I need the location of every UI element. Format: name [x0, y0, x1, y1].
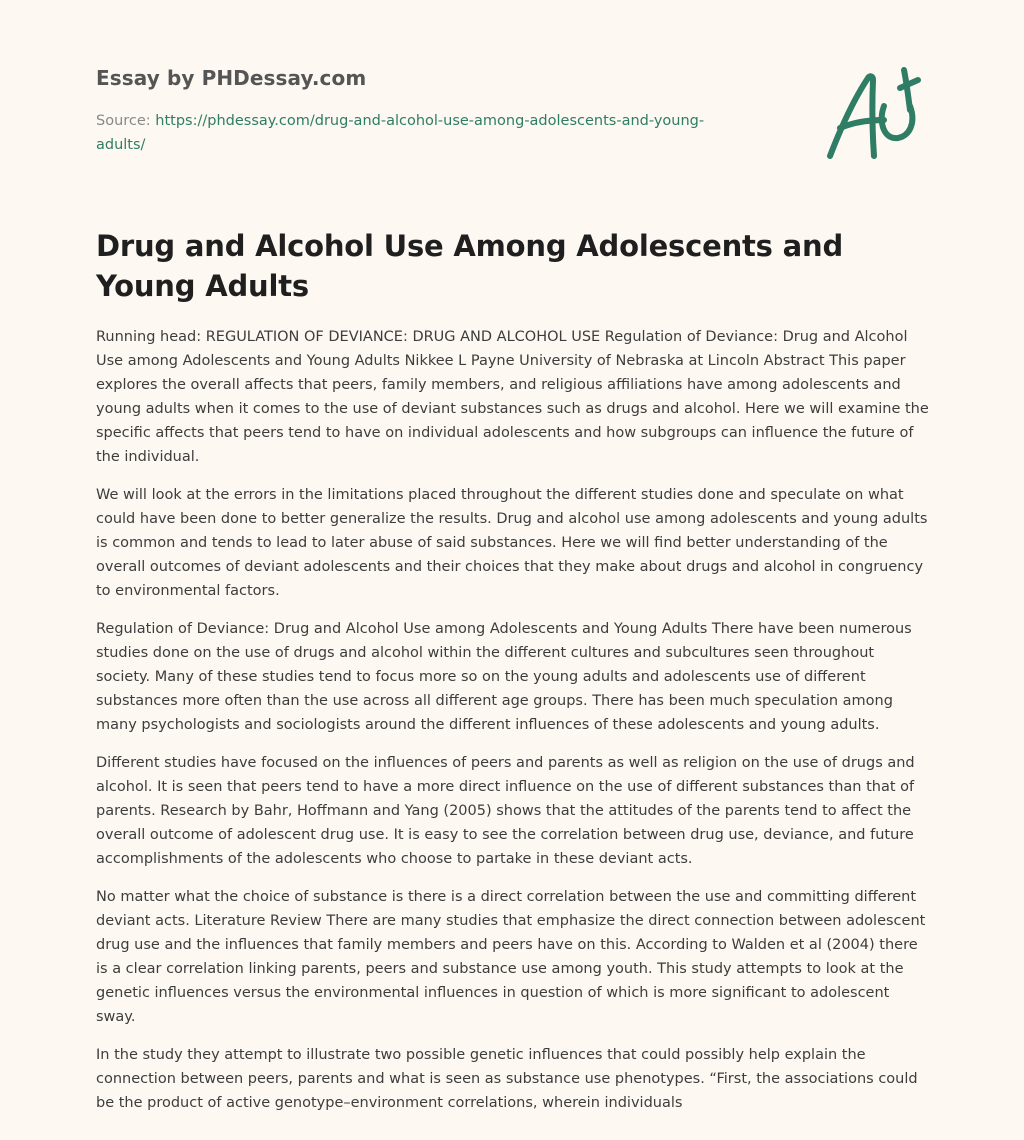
essay-paragraph: Different studies have focused on the influences of peers and parents as well as religion on the use of drugs and alcohol. It is seen that peers tend to have a more direct influence on the use of different substances than that of parents. Research by Bahr, Hoffmann and Yang (2005) shows that the attitudes of the parents tend to affect the overall outcome of adolescent drug use. It is easy to see the correlation between drug use, deviance, and future accomplishments of the adolescents who choose to partake in these deviant acts.: [96, 755, 915, 867]
a-plus-logo-icon: [818, 64, 930, 168]
essay-paragraph: Running head: REGULATION OF DEVIANCE: DRUG AND ALCOHOL USE Regulation of Deviance: Drug and Alcohol Use among Adolescents and Young Adults Nikkee L Payne University of Nebraska at Lincoln Abstract This paper explores the overall affects that peers, family members, and religious affiliations have among adolescents and young adults when it comes to the use of deviant substances such as drugs and alcohol. Here we will examine the specific affects that peers tend to have on individual adolescents and how subgroups can influence the future of the individual.: [96, 329, 929, 465]
source-line: [96, 109, 736, 157]
essay-title: Drug and Alcohol Use Among Adolescents and Young Adults: [96, 229, 844, 303]
source-label: Source:: [96, 113, 151, 129]
essay-paragraph: In the study they attempt to illustrate two possible genetic influences that could possibly help explain the connection between peers, parents and what is seen as substance use phenotypes. “First, the associations could be the product of active genotype–environment correlations, wherein individuals: [96, 1047, 918, 1111]
source-link[interactable]: https://phdessay.com/drug-and-alcohol-use-among-adolescents-and-young-adults/: [96, 113, 705, 153]
essay-paragraph: No matter what the choice of substance is there is a direct correlation between the use and committing different deviant acts. Literature Review There are many studies that emphasize the direct connection between adolescent drug use and the influences that family members and peers have on this. According to Walden et al (2004) there is a clear correlation linking parents, peers and substance use among youth. This study attempts to look at the genetic influences versus the environmental influences in question of which is more significant to adolescent sway.: [96, 889, 926, 1025]
site-title: Essay by PHDessay.com: [96, 66, 367, 90]
essay-paragraph: We will look at the errors in the limitations placed throughout the different studies done and speculate on what could have been done to better generalize the results. Drug and alcohol use among adolescents and young adults is common and tends to lead to later abuse of said substances. Here we will find better understanding of the overall outcomes of deviant adolescents and their choices that they make about drugs and alcohol in congruency to environmental factors.: [96, 487, 928, 599]
essay-body: [96, 325, 930, 1129]
essay-paragraph: Regulation of Deviance: Drug and Alcohol Use among Adolescents and Young Adults There have been numerous studies done on the use of drugs and alcohol within the different cultures and subcultures seen throughout society. Many of these studies tend to focus more so on the young adults and adolescents use of different substances more often than the use across all different age groups. There has been much speculation among many psychologists and sociologists around the different influences of these adolescents and young adults.: [96, 621, 912, 733]
